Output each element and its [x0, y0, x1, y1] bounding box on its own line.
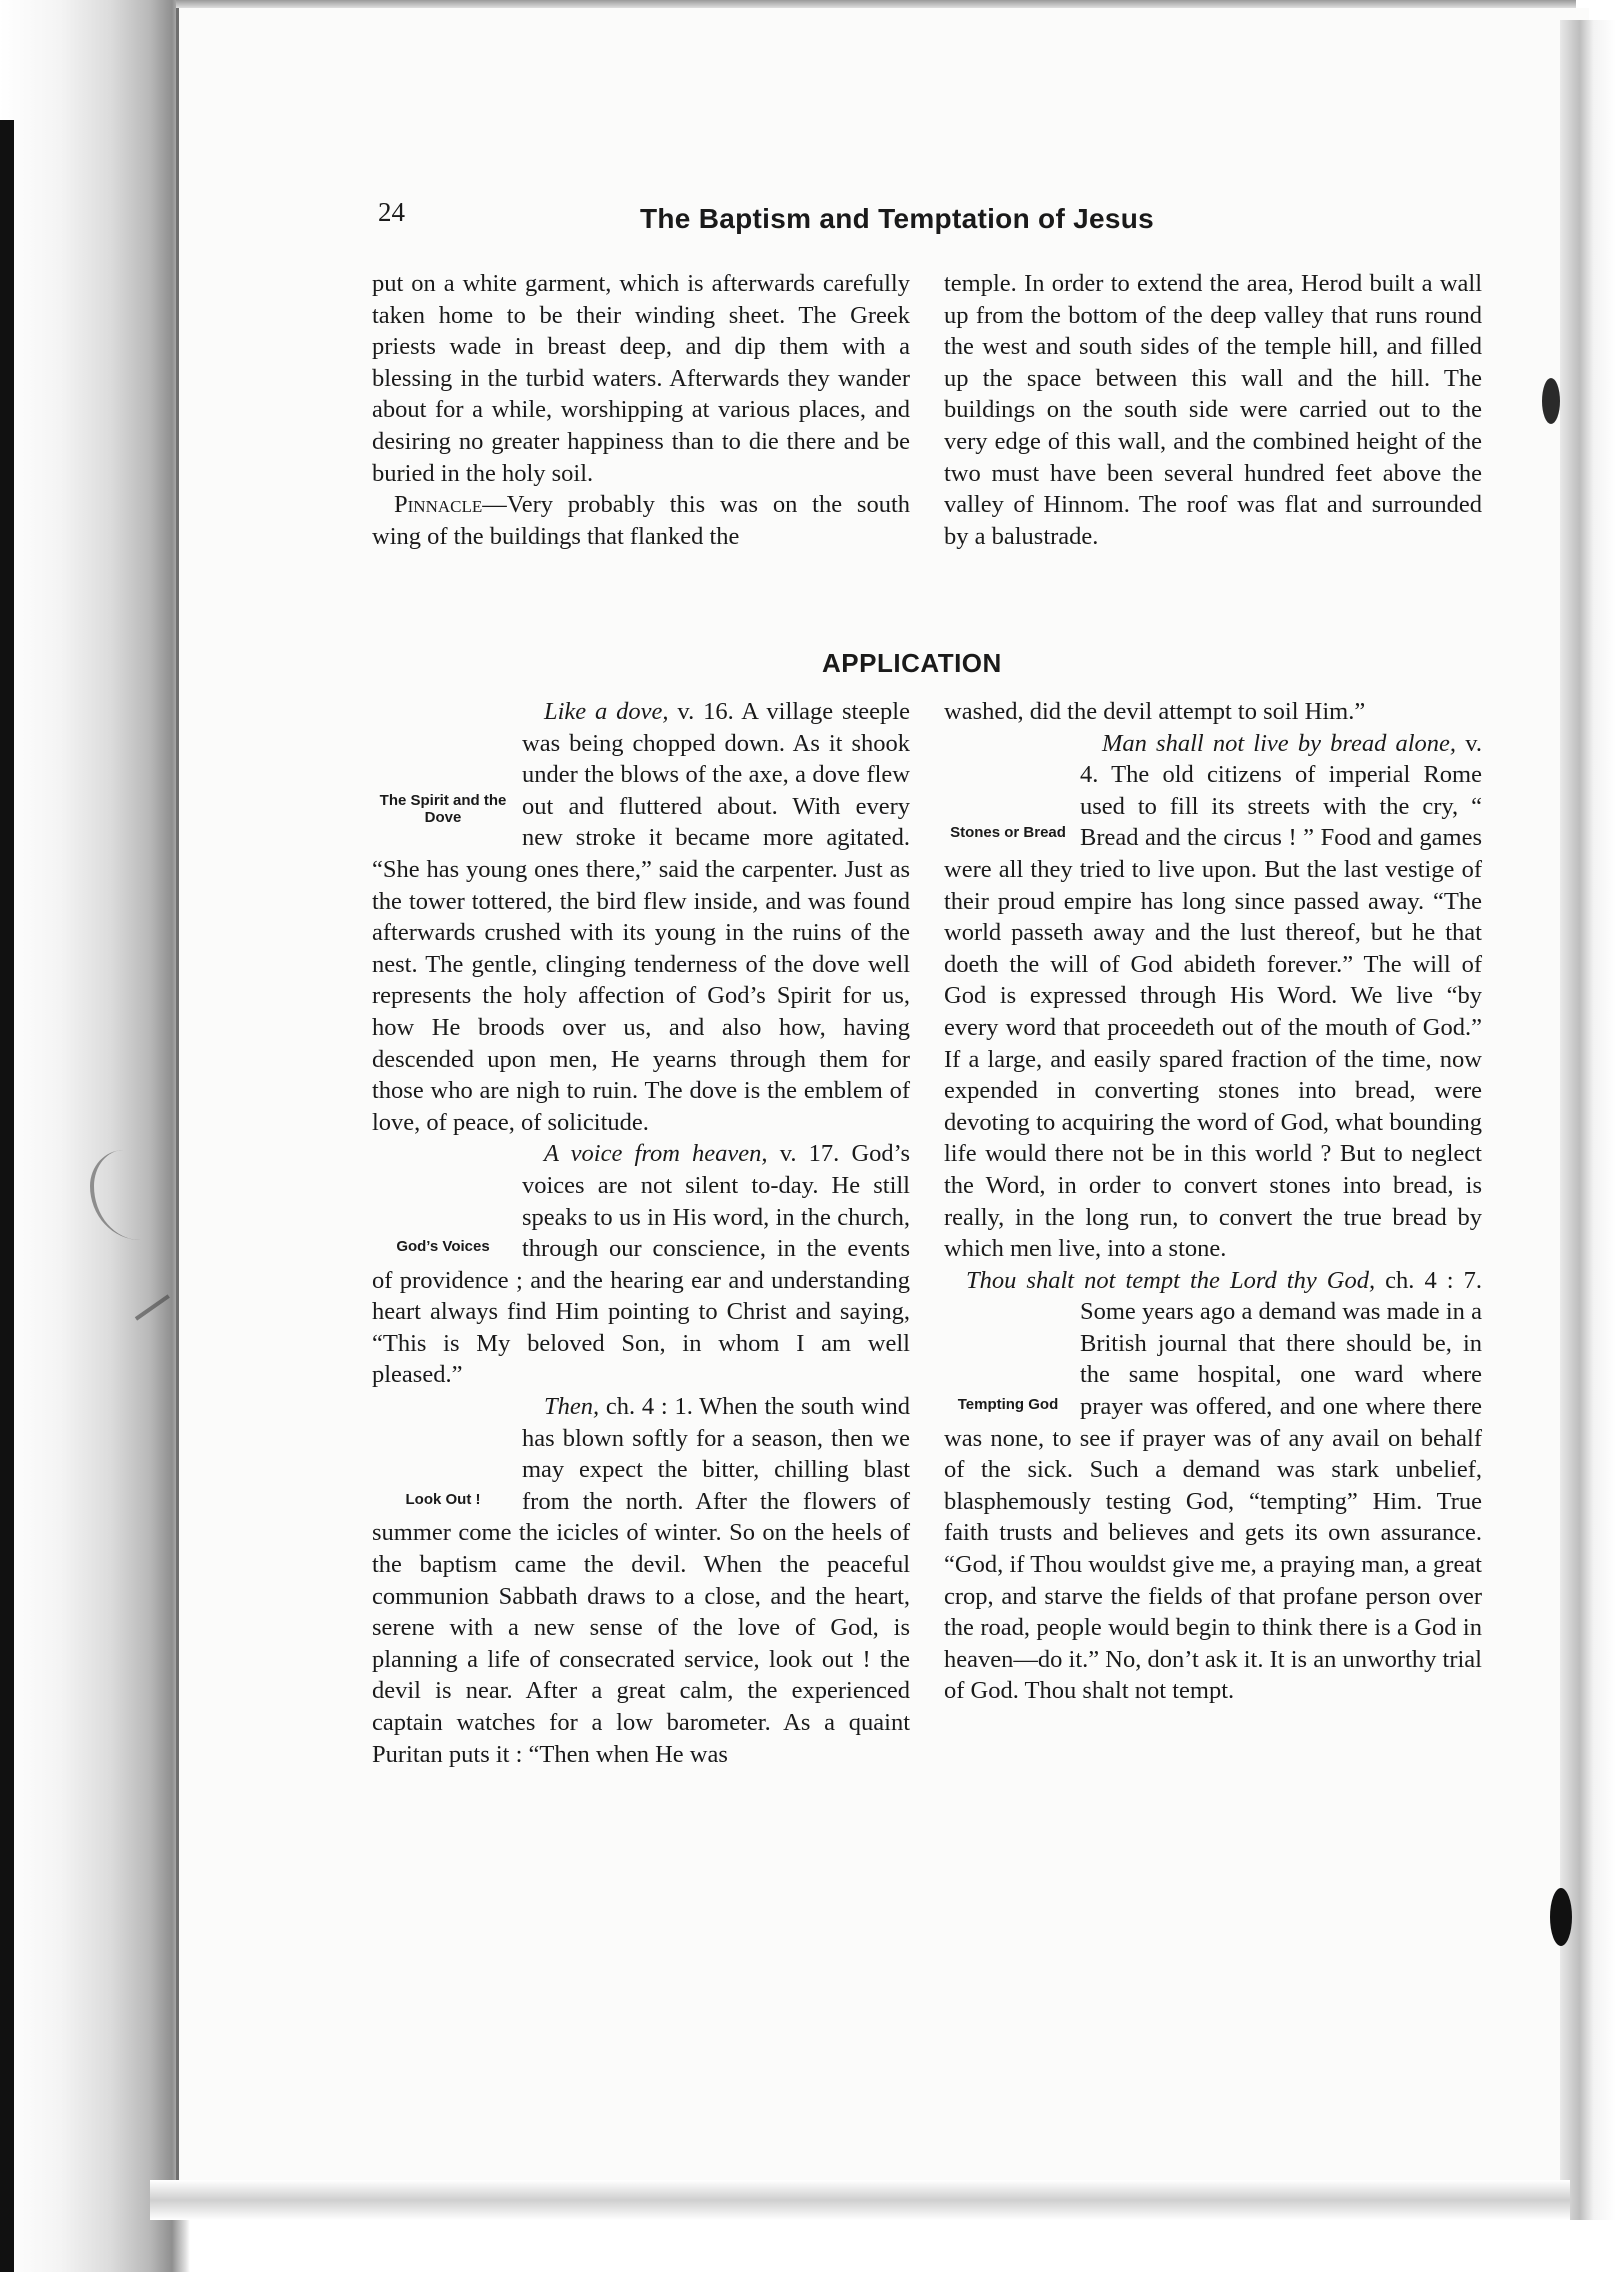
- tempt-text: ch. 4 : 7. Some years ago a demand was made in a British journal that there should be, in the same hospital, one ward where prayer was offered, and one where there was none, to see if prayer was of any avail on behalf of the sick. Such a demand was stark unbelief, blasphemously testing God, “tempting” Him. True faith trusts and believes and gets its own assurance. “God, if Thou wouldst give me, a praying man, a great crop, and starve the fields of that profane person over the road, people would begin to think there is a God in heaven—do it.” No, don’t ask it. It is an unworthy trial of God. Thou shalt not tempt.: [944, 1266, 1482, 1705]
- margin-note-spirit-dove: The Spirit and the Dove: [379, 792, 507, 826]
- voice-paragraph: [372, 1138, 910, 1391]
- margin-note-look-out: Look Out !: [405, 1491, 481, 1509]
- notes-column-right: [944, 268, 1482, 552]
- running-title: The Baptism and Temptation of Jesus: [640, 203, 1155, 234]
- pinnacle-text: —Very probably this was on the south wing of the buildings that flanked the: [372, 491, 910, 550]
- page-number: 24: [378, 197, 405, 227]
- temple-paragraph: temple. In order to extend the area, Herod built a wall up from the bottom of the deep valley that runs round the west and south sides of the temple hill, and filled up the space between this wall and the hill. The buildings on the south side were carried out to the very edge of this wall, and the combined height of the two must have been several hundred feet above the valley of Hinnom. The roof was flat and surrounded by a balustrade.: [944, 270, 1482, 550]
- dove-paragraph: [372, 696, 910, 1138]
- pinnacle-term: Pinnacle: [394, 491, 483, 519]
- voice-reference: A voice from heaven,: [544, 1140, 768, 1168]
- pinnacle-note: [372, 489, 910, 552]
- continuation-line: washed, did the devil attempt to soil Him.”: [944, 698, 1366, 725]
- tempt-paragraph: [944, 1265, 1482, 1707]
- section-heading-application: APPLICATION: [822, 648, 1002, 678]
- voice-text: v. 17. God’s voices are not silent to-day. He still speaks to us in His word, in the church, through our conscience, in the events of providence ; and the hearing ear and understanding heart always find Him pointing to Christ and saying, “This is My beloved Son, in whom I am well pleased.”: [372, 1140, 910, 1389]
- tempt-reference: Thou shalt not tempt the Lord thy God,: [966, 1266, 1376, 1294]
- dove-text: v. 16. A village steeple was being chopped down. As it shook under the blows of the axe, a dove flew out and fluttered about. With every new stroke it became more agitated. “She has young ones there,” said the carpenter. Just as the tower tottered, the bird flew inside, and was found afterwards crushed with its young in the ruins of the nest. The gentle, clinging tenderness of the dove well represents the holy affection of God’s Spirit for us, how He broods over us, and also how, having descended upon men, He yearns through them for those who are nigh to ruin. The dove is the emblem of love, of peace, of solicitude.: [372, 698, 910, 1136]
- dove-reference: Like a dove,: [544, 698, 669, 725]
- then-reference: Then,: [544, 1393, 600, 1421]
- then-paragraph: [372, 1391, 910, 1770]
- bread-text: v. 4. The old citizens of imperial Rome used to fill its streets with the cry, “ Bread and the circus ! ” Food and games were all they tried to live upon. But the last vestige of their proud empire has long since passed away. “The world passeth away and the lust thereof, but he that doeth the will of God abideth forever.” The will of God is expressed through His Word. We live “by every word that proceedeth out of the mouth of God.” If a large, and easily spared fraction of the time, now expended in converting stones into bread, were devoting to acquiring the word of God, what bounding life would there not be in this world ? But to neglect the Word, in order to convert stones into bread, is really, in the long run, to convert the true bread by which men live, into a stone.: [944, 729, 1482, 1263]
- notes-paragraph: put on a white garment, which is afterwards carefully taken home to be their winding sheet. The Greek priests wade in breast deep, and dip them with a blessing in the turbid waters. Afterwards they wander about for a while, worshipping at various places, and desiring no greater happiness than to die there and be buried in the holy soil.: [372, 270, 910, 487]
- application-column-right: [944, 696, 1482, 1707]
- bread-paragraph: [944, 728, 1482, 1265]
- margin-note-tempting-god: Tempting God: [957, 1396, 1059, 1414]
- application-column-left: [372, 696, 910, 1770]
- notes-column-left: [372, 268, 910, 552]
- then-text: ch. 4 : 1. When the south wind has blown softly for a season, then we may expect the bitter, chilling blast from the north. After the flowers of summer come the icicles of winter. So on the heels of the baptism came the devil. When the peaceful communion Sabbath draws to a close, and the heart, serene with a new sense of the love of God, is planning a life of consecrated service, look out ! the devil is near. After a great calm, the experienced captain watches for a low barometer. As a quaint Puritan puts it : “Then when He was: [372, 1393, 910, 1768]
- margin-note-stones-bread: Stones or Bread: [950, 823, 1066, 841]
- bread-reference: Man shall not live by bread alone,: [1102, 729, 1457, 757]
- margin-note-gods-voices: God’s Voices: [396, 1238, 490, 1256]
